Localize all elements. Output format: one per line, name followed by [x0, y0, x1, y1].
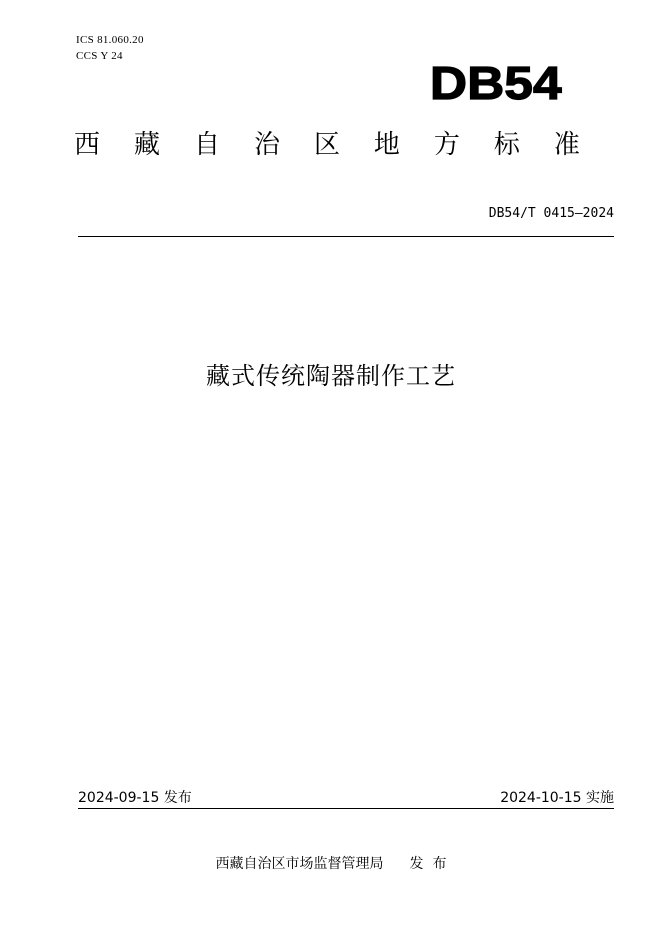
top-divider	[78, 236, 614, 237]
standard-logo: DB54	[430, 57, 562, 109]
issue-date: 2024-09-15 发布	[78, 790, 192, 806]
authority-char: 治	[253, 130, 280, 160]
implementation-date: 2024-10-15 实施	[500, 790, 614, 806]
authority-char: 地	[373, 130, 400, 160]
ccs-code: CCS Y 24	[76, 50, 123, 62]
standard-number: DB54/T 0415—2024	[488, 206, 614, 221]
issuer-line	[0, 854, 662, 874]
ics-code: ICS 81.060.20	[76, 34, 144, 46]
authority-char: 西	[74, 130, 101, 160]
authority-char: 藏	[133, 130, 160, 160]
bottom-divider	[78, 808, 614, 809]
issuer-name: 西藏自治区市场监督管理局	[215, 856, 384, 872]
issuer-action: 发 布	[409, 856, 447, 872]
document-title: 藏式传统陶器制作工艺	[206, 362, 456, 390]
authority-char: 自	[193, 130, 220, 160]
authority-char: 标	[493, 130, 520, 160]
authority-char: 方	[433, 130, 460, 160]
authority-char: 区	[313, 130, 340, 160]
authority-char: 准	[553, 130, 580, 160]
authority-heading	[74, 128, 580, 162]
